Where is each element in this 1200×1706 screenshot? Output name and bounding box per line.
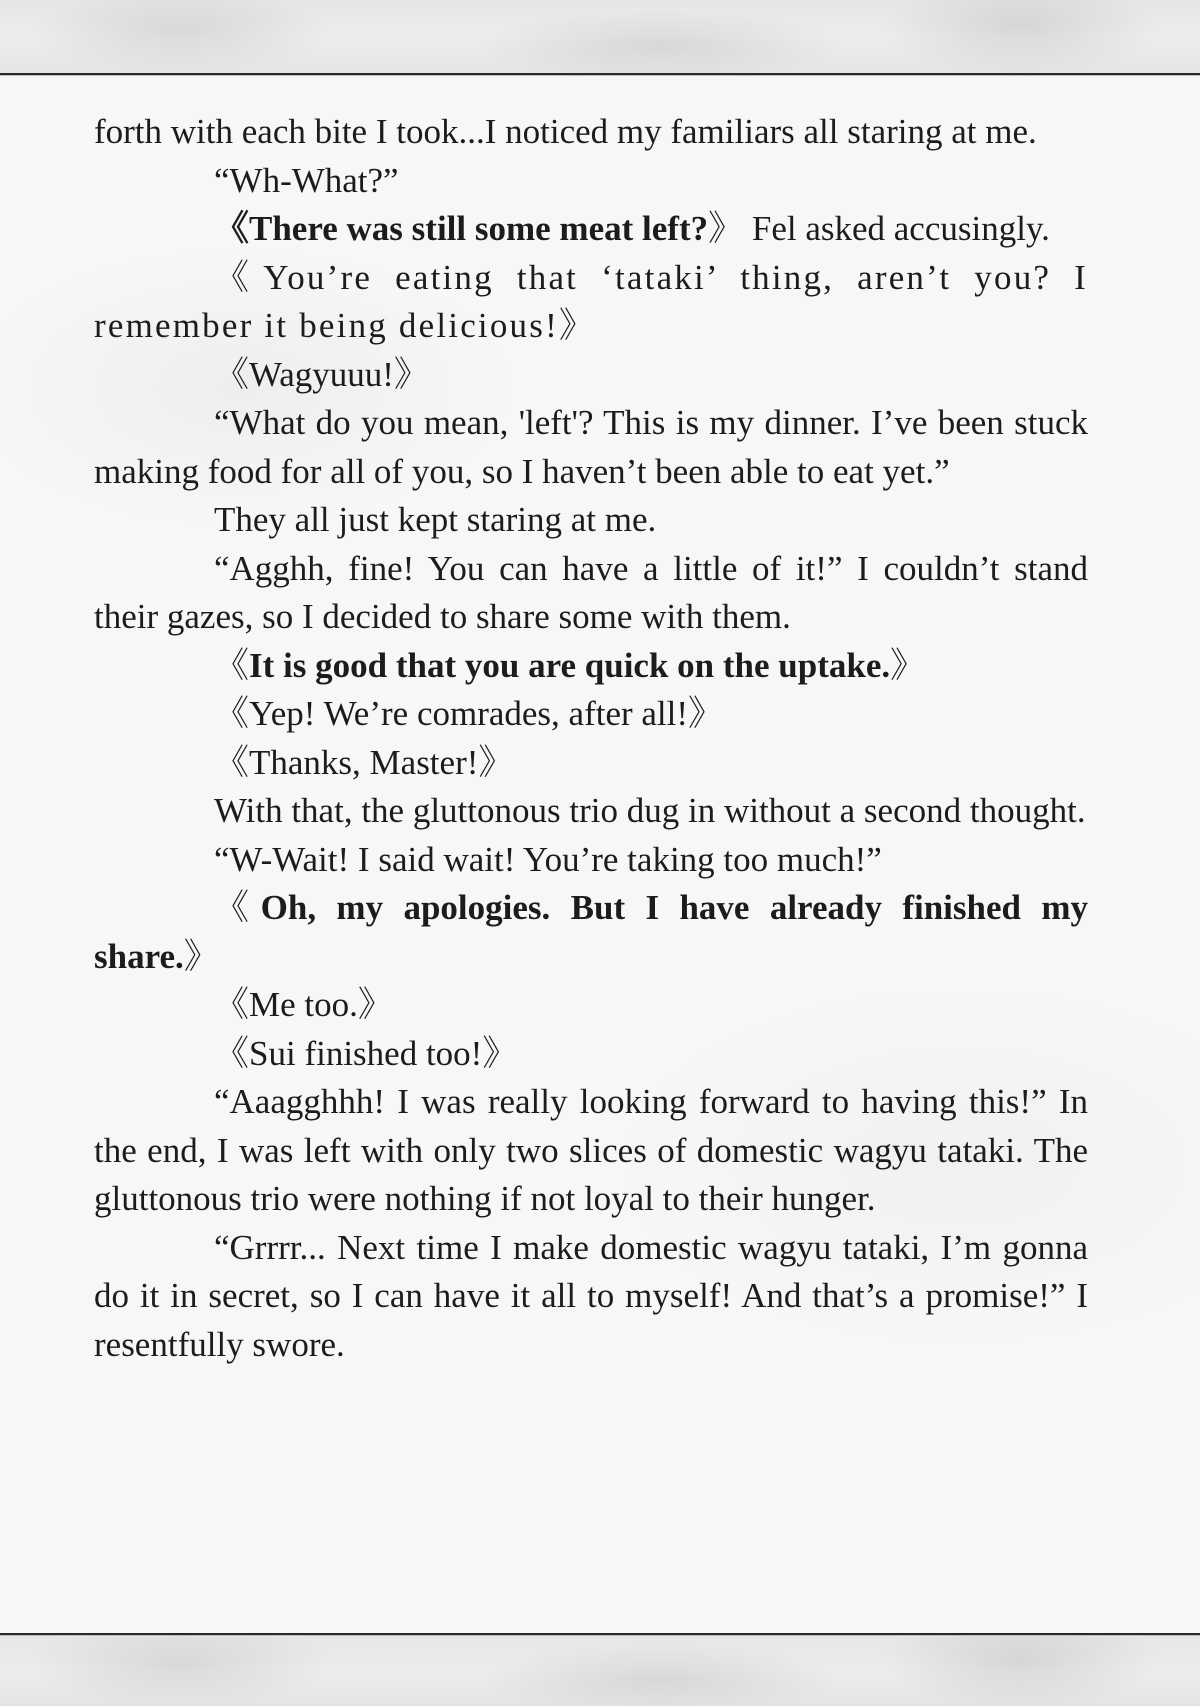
narration-text: 》 Fel asked accusingly.: [708, 209, 1050, 248]
telepathy-text-fel: Oh, my apologies. But I have already finished my share.: [94, 888, 1088, 976]
dialogue-text: “Grrrr... Next time I make domestic wagyu tataki, I’m gonna do it in secret, so I can have it all to myself! And that’s a promise!” I resentfully swore.: [94, 1227, 1088, 1364]
paragraph: [94, 254, 1088, 351]
telepathy-text-fel: It is good that you are quick on the uptake.: [249, 645, 891, 685]
bracket-open: 《: [214, 645, 250, 685]
page-bottom-margin: [0, 1636, 1200, 1706]
telepathy-text-dora: 《You’re eating that ‘tataki’ thing, aren’t you? I remember it being delicious!》: [94, 257, 1088, 345]
bracket-close: 》: [890, 645, 926, 685]
paragraph: [94, 642, 1088, 691]
paragraph: [94, 205, 1088, 254]
paragraph: [94, 496, 1088, 545]
paragraph: [94, 884, 1088, 981]
header-rule: [0, 73, 1200, 75]
paragraph: [94, 351, 1088, 400]
footer-rule: [0, 1633, 1200, 1635]
telepathy-text-dora: 《Me too.》: [214, 985, 393, 1024]
narration-text: With that, the gluttonous trio dug in without a second thought.: [214, 791, 1086, 830]
paragraph: [94, 1224, 1088, 1370]
paragraph: [94, 690, 1088, 739]
paragraph: [94, 399, 1088, 496]
dialogue-text: “Agghh, fine! You can have a little of it!” I couldn’t stand their gazes, so I decided to share some with them.: [94, 548, 1088, 636]
paragraph: [94, 157, 1088, 206]
dialogue-text: “What do you mean, 'left'? This is my dinner. I’ve been stuck making food for all of you, so I haven’t been able to eat yet.”: [94, 403, 1088, 491]
narration-text: forth with each bite I took...I noticed my familiars all staring at me.: [94, 112, 1037, 151]
telepathy-text-dora: 《Yep! We’re comrades, after all!》: [214, 694, 724, 733]
paragraph: [94, 108, 1088, 157]
paragraph: [94, 739, 1088, 788]
paragraph: [94, 1078, 1088, 1224]
dialogue-text: “W-Wait! I said wait! You’re taking too much!”: [214, 839, 882, 879]
bracket-open: 《: [214, 888, 261, 927]
page-top-margin: [0, 0, 1200, 74]
telepathy-text-sui: 《Wagyuuu!》: [214, 354, 429, 394]
narration-text: They all just kept staring at me.: [214, 500, 657, 539]
paragraph: [94, 981, 1088, 1030]
telepathy-text-sui: 《Thanks, Master!》: [214, 742, 514, 782]
paragraph: [94, 836, 1088, 885]
paragraph: [94, 545, 1088, 642]
bracket-close: 》: [183, 936, 219, 976]
telepathy-text-fel: 《There was still some meat left?: [214, 209, 709, 248]
paragraph: [94, 1030, 1088, 1079]
body-text: [94, 108, 1088, 1369]
paragraph: [94, 787, 1088, 836]
dialogue-text: “Aaagghhh! I was really looking forward to having this!” In the end, I was left with only two slices of domestic wagyu tataki. The gluttonous trio were nothing if not loyal to their hunger.: [94, 1082, 1088, 1218]
dialogue-text: “Wh-What?”: [214, 160, 399, 200]
telepathy-text-sui: 《Sui finished too!》: [214, 1033, 518, 1073]
